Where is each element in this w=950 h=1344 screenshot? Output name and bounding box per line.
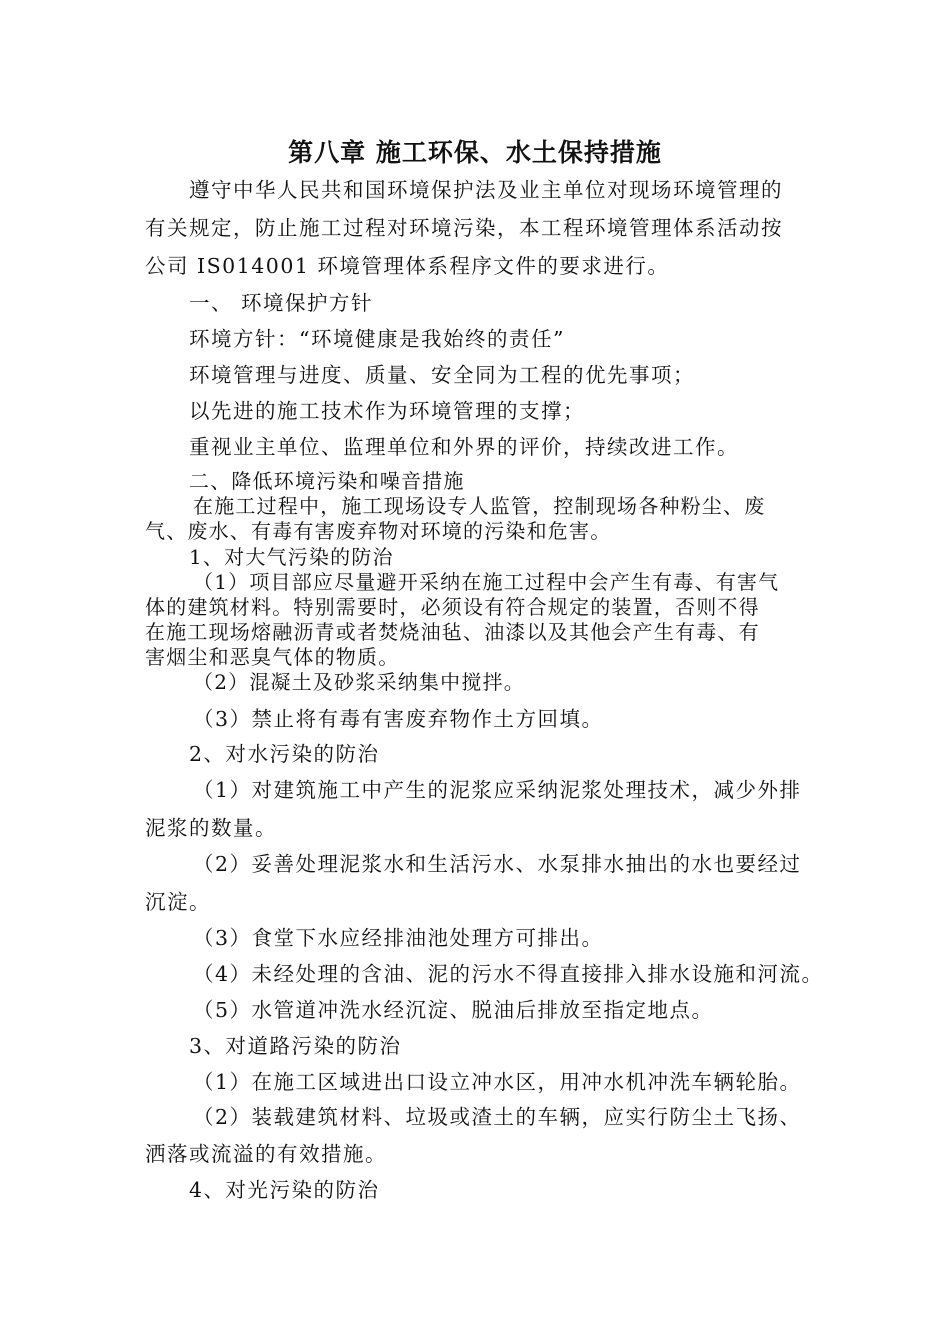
paragraph-line: 有关规定，防止施工过程对环境污染，本工程环境管理体系活动按 (145, 216, 783, 240)
paragraph-line: 气、废水、有毒有害废弃物对环境的污染和危害。 (145, 519, 612, 543)
paragraph-line: （2）妥善处理泥浆水和生活污水、水泵排水抽出的水也要经过 (193, 852, 802, 876)
paragraph-line: 在施工现场熔融沥青或者焚烧油毡、油漆以及其他会产生有毒、有 (145, 620, 760, 644)
paragraph-line: （2）装载建筑材料、垃圾或渣土的车辆，应实行防尘土飞扬、 (193, 1105, 802, 1129)
section-heading: 一、 环境保护方针 (189, 291, 374, 315)
section-heading: 二、降低环境污染和噪音措施 (189, 469, 465, 493)
paragraph-line: 以先进的施工技术作为环境管理的支撑； (189, 399, 585, 423)
paragraph-line: （4）未经处理的含油、泥的污水不得直接排入排水设施和河流。 (193, 962, 824, 986)
paragraph-line: 泥浆的数量。 (145, 816, 277, 840)
paragraph-line: 遵守中华人民共和国环境保护法及业主单位对现场环境管理的 (189, 178, 783, 202)
paragraph-line: 洒落或流溢的有效措施。 (145, 1142, 387, 1166)
subsection-heading: 1、对大气污染的防治 (189, 545, 394, 569)
paragraph-line: 害烟尘和恶臭气体的物质。 (145, 645, 400, 669)
paragraph-line: 环境方针：“环境健康是我始终的责任” (189, 327, 565, 351)
paragraph-line: （3）禁止将有毒有害废弃物作土方回填。 (193, 707, 604, 731)
subsection-heading: 4、对光污染的防治 (189, 1178, 380, 1202)
paragraph-line: （1）在施工区域进出口设立冲水区，用冲水机冲洗车辆轮胎。 (193, 1070, 802, 1094)
page-title: 第八章 施工环保、水土保持措施 (288, 138, 662, 167)
paragraph-line: （2）混凝土及砂浆采纳集中搅拌。 (193, 670, 525, 694)
paragraph-line: （1）项目部应尽量避开采纳在施工过程中会产生有毒、有害气 (193, 570, 780, 594)
paragraph-line: （5）水管道冲洗水经沉淀、脱油后排放至指定地点。 (193, 998, 714, 1022)
paragraph-line: 沉淀。 (145, 890, 211, 914)
paragraph-line: （1）对建筑施工中产生的泥浆应采纳泥浆处理技术，减少外排 (193, 778, 802, 802)
paragraph-line: 体的建筑材料。特别需要时，必须设有符合规定的装置，否则不得 (145, 595, 760, 619)
subsection-heading: 2、对水污染的防治 (189, 742, 380, 766)
paragraph-line: 公司 IS014001 环境管理体系程序文件的要求进行。 (145, 254, 670, 278)
paragraph-line: 重视业主单位、监理单位和外界的评价，持续改进工作。 (189, 435, 739, 459)
paragraph-line: 在施工过程中，施工现场设专人监管，控制现场各种粉尘、废 (193, 494, 766, 518)
paragraph-line: 环境管理与进度、质量、安全同为工程的优先事项； (189, 363, 695, 387)
paragraph-line: （3）食堂下水应经排油池处理方可排出。 (193, 926, 604, 950)
subsection-heading: 3、对道路污染的防治 (189, 1034, 402, 1058)
